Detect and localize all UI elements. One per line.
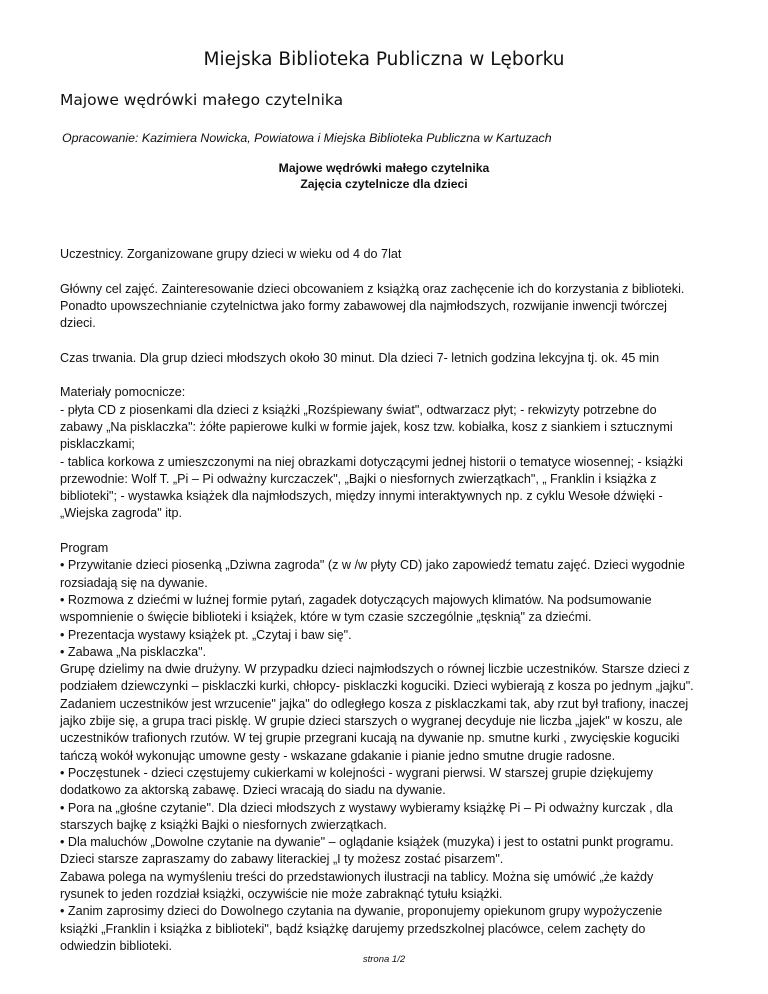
author-credit: Opracowanie: Kazimiera Nowicka, Powiatowa i Miejska Biblioteka Publiczna w Kartuzach — [62, 131, 552, 145]
heading-line: Majowe wędrówki małego czytelnika — [278, 161, 490, 175]
article-title: Majowe wędrówki małego czytelnika — [60, 91, 344, 109]
text-line: Ponadto upowszechnianie czytelnictwa jako formy zabawowej dla najmłodszych, rozwijanie inwencji twórczej — [60, 298, 667, 313]
paragraph — [60, 540, 720, 955]
page-number: strona 1/2 — [362, 954, 406, 965]
text-line: Uczestnicy. Zorganizowane grupy dzieci w wieku od 4 do 7lat — [60, 247, 402, 261]
text-line: książki „Franklin i książka z biblioteki", bądź książkę darujemy przedszkolnej placówce, celem zachęty do — [60, 921, 646, 936]
text-line: • Zanim zaprosimy dzieci do Dowolnego czytania na dywanie, proponujemy opiekunom grupy wypożyczenie — [60, 904, 663, 919]
text-line: • Poczęstunek - dzieci częstujemy cukierkami w kolejności - wygrani pierwsi. W starszej grupie dziękujemy — [60, 765, 654, 780]
text-line: • Dla maluchów „Dowolne czytanie na dywanie" – oglądanie książek (muzyka) i jest to ostatni punkt programu. — [60, 835, 674, 850]
heading-line: Zajęcia czytelnicze dla dzieci — [300, 177, 468, 191]
body-text — [60, 246, 720, 972]
text-line: biblioteki"; - wystawka książek dla najmłodszych, między innymi interaktywnych np. z cyklu Wesołe dźwięki - — [60, 489, 663, 504]
text-line: - tablica korkowa z umieszczonymi na niej obrazkami dotyczącymi jednej historii o tematyce wiosennej; - książki — [60, 454, 683, 469]
text-line: Grupę dzielimy na dwie drużyny. W przypadku dzieci najmłodszych o równej liczbie uczestników. Starsze dzieci z — [60, 662, 690, 677]
paragraph — [60, 384, 720, 522]
text-line: starszych bajkę z książki Bajki o niesfornych zwierzątkach. — [60, 817, 387, 832]
paragraph — [60, 350, 720, 367]
text-line: Zadaniem uczestników jest wrzucenie" jajka" do odległego kosza z pisklaczkami tak, aby rzut był trafiony, inaczej — [60, 696, 689, 711]
text-line: odwiedzin biblioteki. — [60, 938, 173, 953]
text-line: Dzieci starsze zapraszamy do zabawy literackiej „I ty możesz zostać pisarzem". — [60, 852, 504, 867]
text-line: pisklaczkami; — [60, 437, 135, 452]
text-line: wspomnienie o święcie biblioteki i książek, które w tym czasie szczególnie „tęsknią" za dziećmi. — [60, 610, 592, 625]
text-line: Główny cel zajęć. Zainteresowanie dzieci obcowaniem z książką oraz zachęcenie ich do korzystania z biblioteki. — [60, 281, 685, 296]
paragraph — [60, 281, 720, 333]
text-line: dodatkowo za aktorską zabawę. Dzieci wracają do siadu na dywanie. — [60, 783, 446, 798]
document-heading — [0, 160, 768, 192]
text-line: uczestników trafionych rzutów. W tej grupie przegrani kucają na dywanie np. smutne kurki , zwycięskie koguciki — [60, 731, 680, 746]
text-line: Czas trwania. Dla grup dzieci młodszych około 30 minut. Dla dzieci 7- letnich godzina lekcyjna tj. ok. 45 min — [60, 350, 660, 365]
text-line: przewodnie: Wolf T. „Pi – Pi odważny kurczaczek", „Bajki o niesfornych zwierzątkach", „ Franklin i książka z — [60, 471, 657, 486]
text-line: rysunek to jeden rozdział książki, oczywiście nie może zabraknąć tytułu książki. — [60, 886, 503, 901]
text-line: tańczą wokół wykonując umowne gesty - wskazane gdakanie i pianie jedno smutne drugie radosne. — [60, 748, 616, 763]
text-line: jajko zbije się, a grupa traci pisklę. W grupie dzieci starszych o wygranej decyduje nie liczba „jajek" w koszu, ale — [60, 714, 683, 729]
text-line: rozsiadają się na dywanie. — [60, 575, 208, 590]
text-line: • Przywitanie dzieci piosenką „Dziwna zagroda" (z w /w płyty CD) jako zapowiedź tematu zajęć. Dzieci wygodnie — [60, 558, 685, 573]
text-line: dzieci. — [60, 316, 96, 331]
text-line: „Wiejska zagroda" itp. — [60, 506, 183, 521]
text-line: Materiały pomocnicze: — [60, 385, 186, 400]
text-line: podziałem dziewczynki – pisklaczki kurki, chłopcy- pisklaczki koguciki. Dzieci wybierają z kosza po jednym „jajku". — [60, 679, 694, 694]
text-line: - płyta CD z piosenkami dla dzieci z książki „Rozśpiewany świat", odtwarzacz płyt; - rekwizyty potrzebne do — [60, 402, 657, 417]
paragraph — [60, 246, 720, 263]
site-title: Miejska Biblioteka Publiczna w Lęborku — [203, 49, 565, 70]
text-line: • Pora na „głośne czytanie". Dla dzieci młodszych z wystawy wybieramy książkę Pi – Pi odważny kurczak , dla — [60, 800, 673, 815]
text-line: Program — [60, 541, 109, 556]
text-line: zabawy „Na pisklaczka": żółte papierowe kulki w formie jajek, kosz tzw. kobiałka, kosz z siankiem i sztucznymi — [60, 419, 673, 434]
text-line: • Rozmowa z dziećmi w luźnej formie pytań, zagadek dotyczących majowych klimatów. Na podsumowanie — [60, 592, 652, 607]
text-line: • Prezentacja wystawy książek pt. „Czytaj i baw się". — [60, 627, 352, 642]
text-line: Zabawa polega na wymyśleniu treści do przedstawionych ilustracji na tablicy. Można się umówić „że każdy — [60, 869, 654, 884]
text-line: • Zabawa „Na pisklaczka". — [60, 644, 207, 659]
